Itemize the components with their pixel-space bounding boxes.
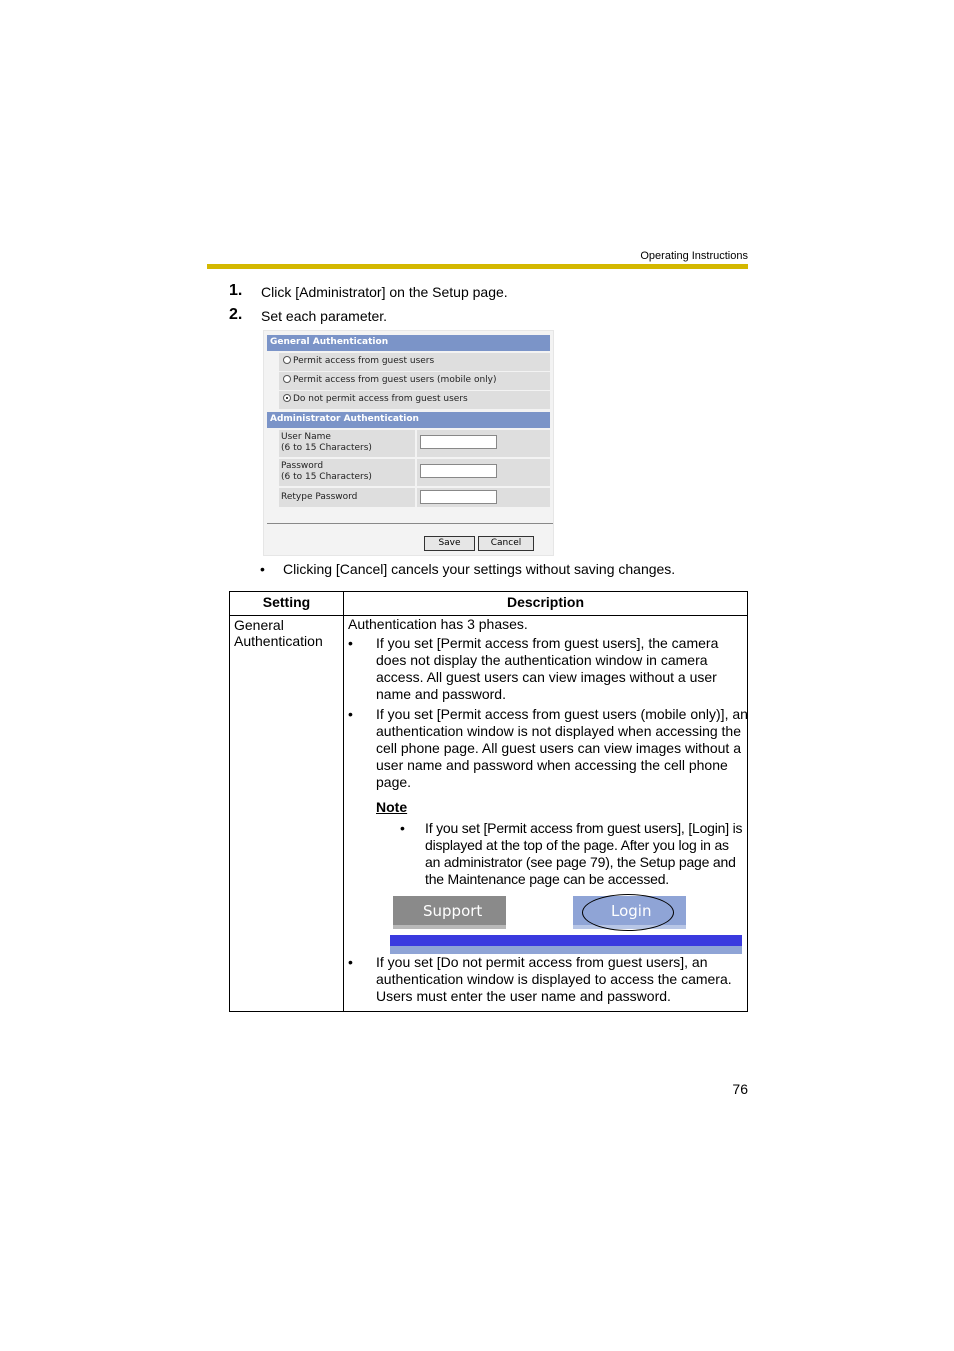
bullet: • (400, 820, 405, 836)
setting-name: General Authentication (234, 617, 323, 649)
column-divider (343, 592, 344, 1011)
bullet: • (260, 561, 265, 577)
option-permit-guest[interactable] (279, 353, 550, 371)
nav-bar-stripe-light (390, 946, 742, 954)
option-label: Do not permit access from guest users (293, 394, 468, 404)
settings-table (229, 591, 748, 1012)
administrator-settings-screenshot (263, 330, 554, 556)
field-label: Password (281, 461, 324, 471)
password-input[interactable] (420, 464, 497, 478)
nav-bar-stripe (390, 935, 742, 946)
field-label: User Name (281, 432, 331, 442)
bullet: • (348, 635, 353, 651)
description-bullet (348, 706, 748, 791)
option-deny-guest[interactable] (279, 391, 550, 409)
general-auth-heading: General Authentication (267, 335, 550, 351)
username-input[interactable] (420, 435, 497, 449)
save-button[interactable]: Save (424, 536, 475, 551)
page-number: 76 (732, 1081, 748, 1097)
retype-password-input[interactable] (420, 490, 497, 504)
username-cell (417, 430, 550, 457)
bullet-text: If you set [Permit access from guest users], the camera does not display the authentication window in camera access. All guest users can view images without a user name and password. (376, 635, 719, 702)
radio-icon[interactable] (283, 356, 291, 364)
header-rule (207, 264, 748, 269)
option-label: Permit access from guest users (293, 356, 435, 366)
radio-selected-icon[interactable] (283, 394, 291, 402)
step-number: 2. (229, 306, 243, 323)
retype-password-label: Retype Password (279, 488, 415, 507)
description-bullet (348, 635, 743, 703)
field-hint: (6 to 15 Characters) (281, 472, 372, 482)
bullet-text: If you set [Permit access from guest users (mobile only)], an authentication window is not displayed when accessing the cell phone page. All guest users can view images without a user name and password when accessing the cell phone page. (376, 706, 748, 790)
field-hint: (6 to 15 Characters) (281, 443, 372, 453)
note-text: If you set [Permit access from guest users], [Login] is displayed at the top of the page. After you log in as an administrator (see page 79), the Setup page and the Maintenance page can be accessed. (425, 820, 743, 887)
navigation-illustration (390, 896, 742, 952)
description-intro: Authentication has 3 phases. (348, 616, 528, 632)
cancel-note-text: Clicking [Cancel] cancels your settings without saving changes. (283, 561, 676, 577)
header-setting: Setting (262, 594, 311, 610)
username-label (279, 430, 415, 457)
divider (267, 523, 553, 524)
bullet: • (348, 954, 353, 970)
bullet-text: If you set [Do not permit access from guest users], an authentication window is displayed to access the camera. Users must enter the user name and password. (376, 954, 732, 1004)
password-cell (417, 459, 550, 486)
highlight-ellipse (582, 894, 674, 931)
retype-password-cell (417, 488, 550, 507)
cancel-button[interactable]: Cancel (478, 536, 534, 551)
bullet: • (348, 706, 353, 722)
description-bullet (348, 954, 743, 1006)
header-label: Operating Instructions (640, 250, 748, 262)
login-tab: Login (573, 896, 686, 929)
password-label (279, 459, 415, 486)
option-label: Permit access from guest users (mobile only) (293, 375, 497, 385)
support-tab: Support (393, 896, 506, 929)
step-text: Click [Administrator] on the Setup page. (261, 284, 508, 300)
header-description: Description (506, 594, 584, 610)
radio-icon[interactable] (283, 375, 291, 383)
option-permit-mobile[interactable] (279, 372, 550, 390)
note-title: Note (376, 799, 408, 815)
admin-auth-heading: Administrator Authentication (267, 412, 550, 428)
step-number: 1. (229, 282, 243, 299)
step-text: Set each parameter. (261, 308, 388, 324)
